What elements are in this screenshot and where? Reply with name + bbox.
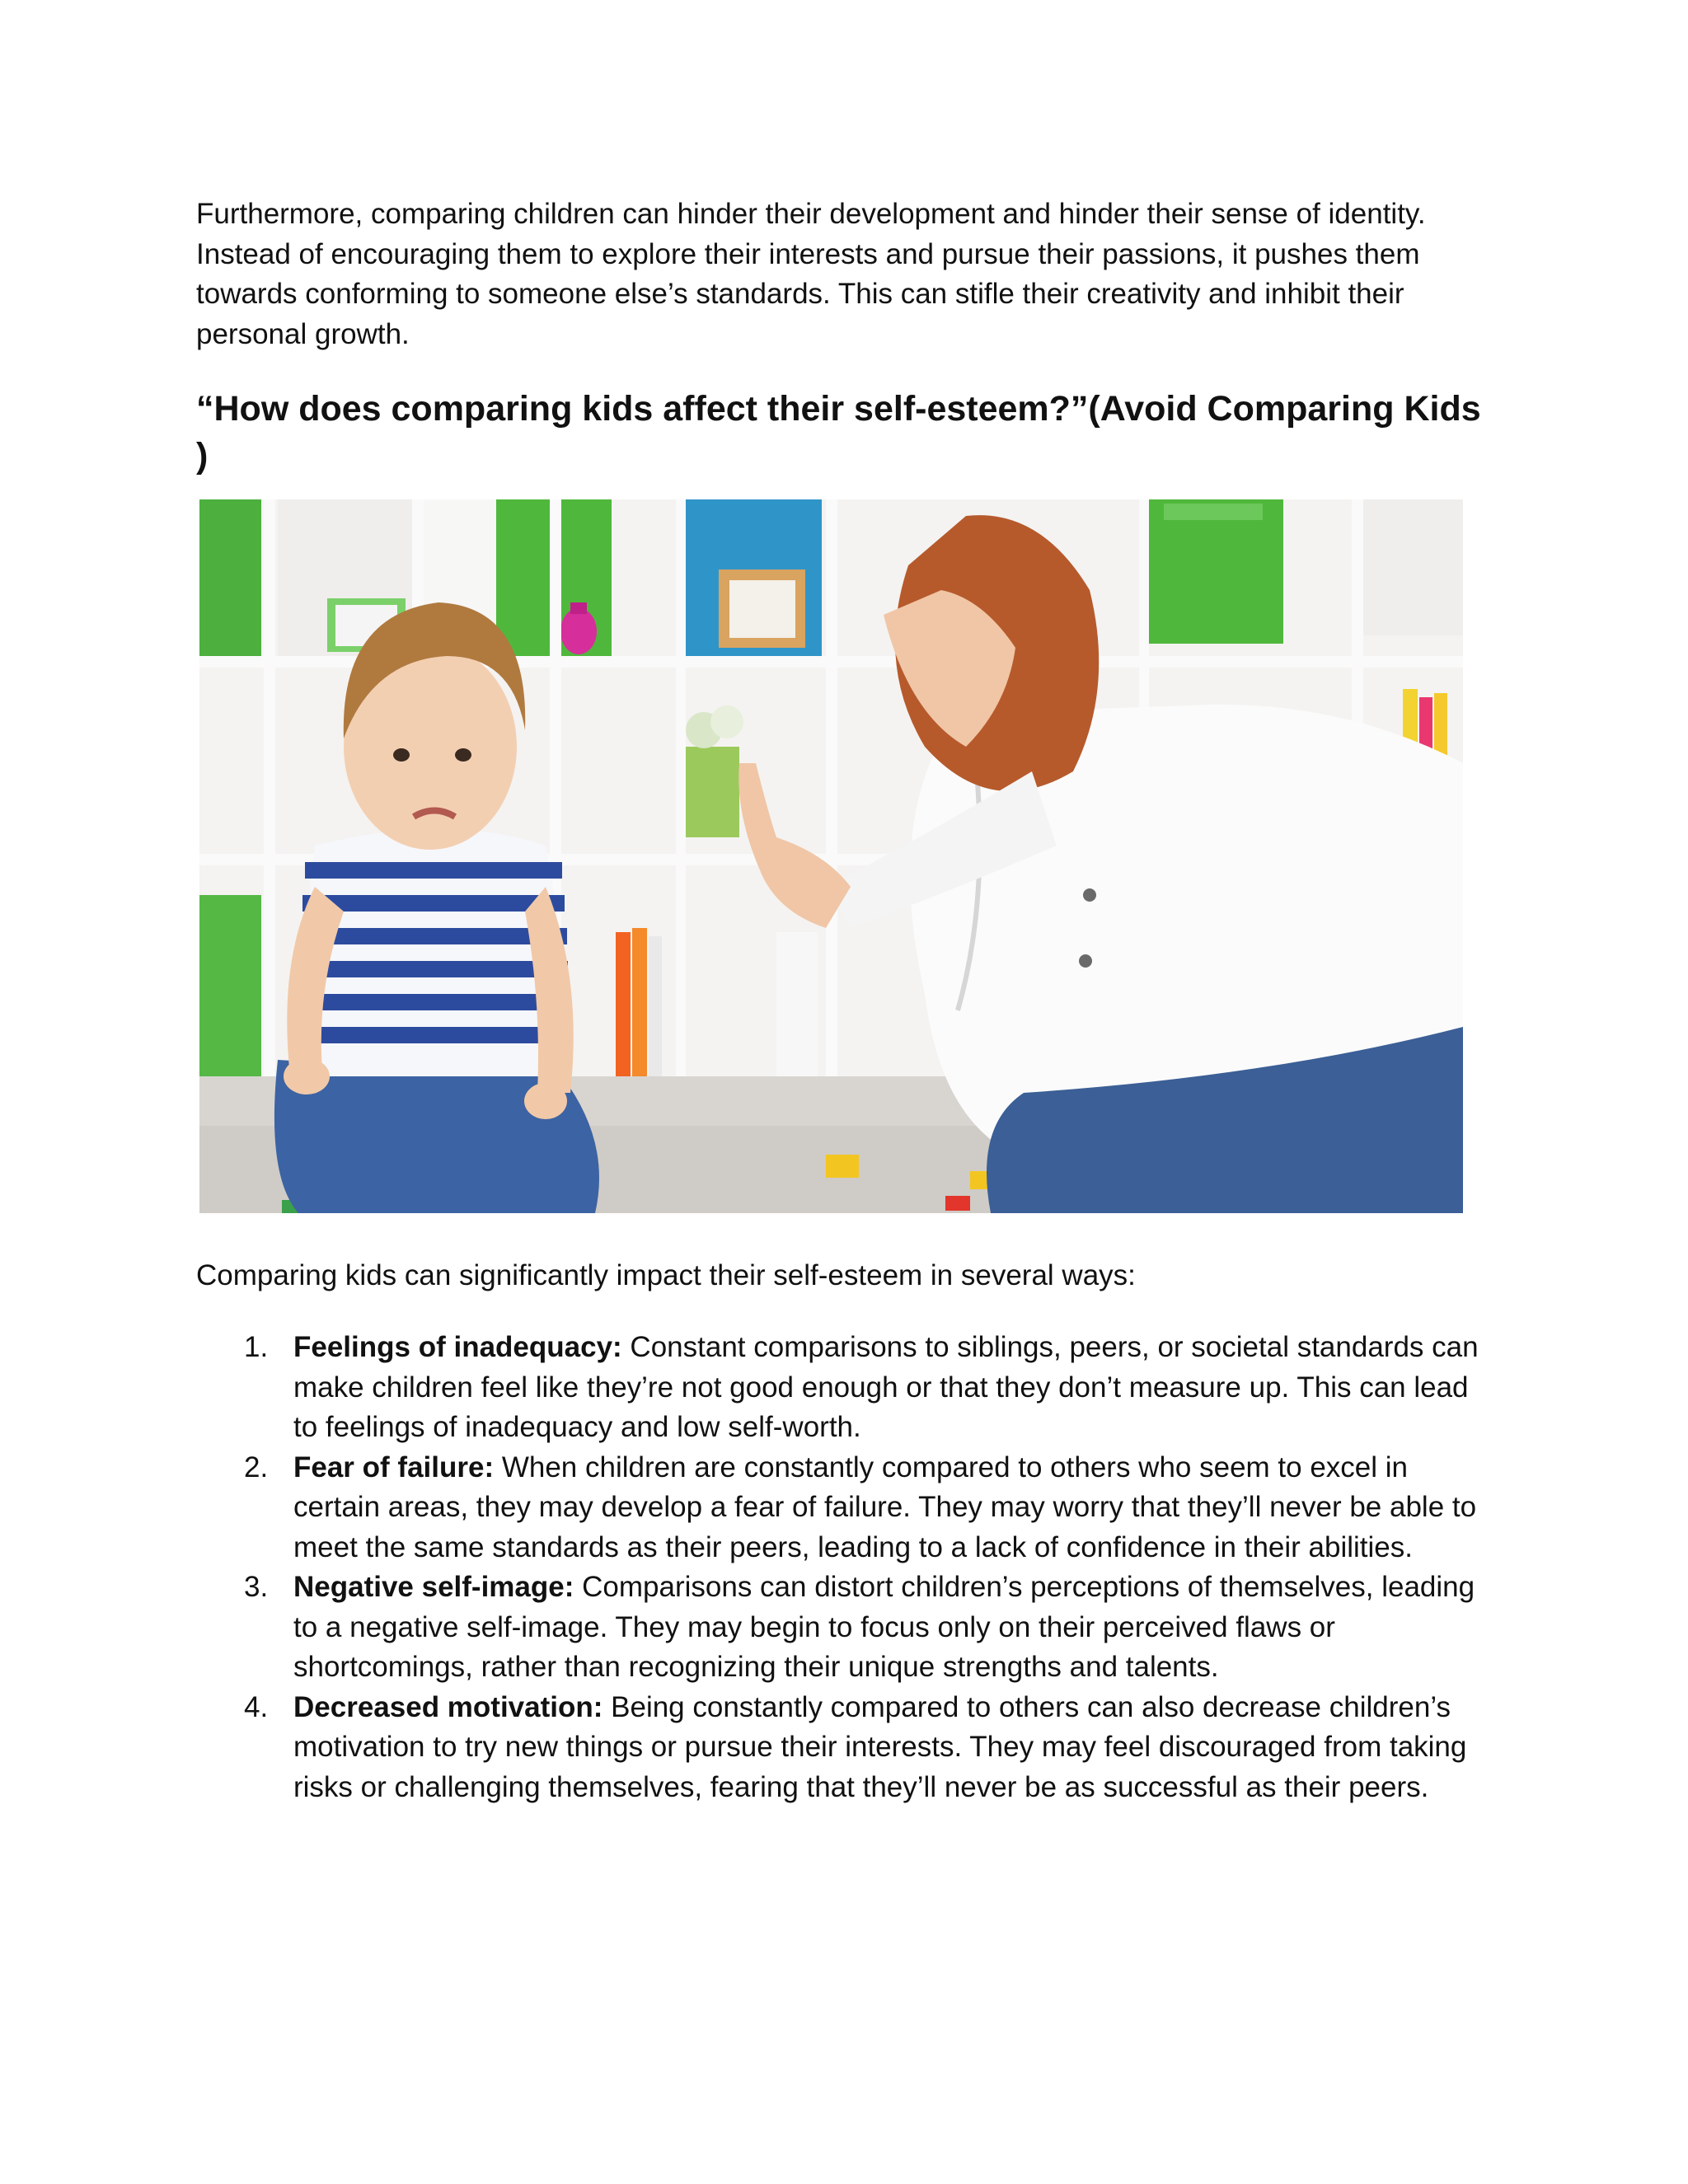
list-item-term: Fear of failure:: [293, 1451, 495, 1483]
list-item: [196, 1448, 1498, 1568]
list-item-term: Feelings of inadequacy:: [293, 1331, 622, 1363]
impact-list: [196, 1328, 1498, 1807]
photo-mother-scolding-child: [199, 499, 1463, 1213]
list-item: [196, 1328, 1498, 1448]
list-item: [196, 1688, 1498, 1808]
list-item-text: When children are constantly compared to others who seem to excel in certain areas, they may develop a fear of failure. They may worry that they’ll never be able to meet the same standards as their peers, leading to a lack of confidence in their abilities.: [293, 1451, 1477, 1563]
lead-paragraph: Comparing kids can significantly impact their self-esteem in several ways:: [196, 1259, 1136, 1291]
list-item-term: Negative self-image:: [293, 1571, 574, 1603]
list-item-text: Comparisons can distort children’s perceptions of themselves, leading to a negative self-image. They may begin to focus only on their perceived flaws or shortcomings, rather than recognizing their unique strengths and talents.: [293, 1571, 1475, 1683]
intro-paragraph: Furthermore, comparing children can hinder their development and hinder their sense of identity. Instead of encouraging them to explore their interests and pursue their passions, it pushes them towards conforming to someone else’s standards. This can stifle their creativity and inhibit their personal growth.: [196, 198, 1426, 350]
list-item-number: 2.: [244, 1451, 269, 1483]
list-item-number: 1.: [244, 1331, 269, 1363]
list-item-number: 4.: [244, 1690, 269, 1723]
section-heading: “How does comparing kids affect their self-esteem?”(Avoid Comparing Kids ): [196, 389, 1481, 476]
list-item: [196, 1568, 1498, 1688]
list-item-text: Constant comparisons to siblings, peers, or societal standards can make children feel like they’re not good enough or that they don’t measure up. This can lead to feelings of inadequacy and low self-worth.: [293, 1331, 1479, 1443]
list-item-term: Decreased motivation:: [293, 1690, 603, 1723]
list-item-number: 3.: [244, 1571, 269, 1603]
list-item-text: Being constantly compared to others can also decrease children’s motivation to try new things or pursue their interests. They may feel discouraged from taking risks or challenging themselves, fearing that they’ll never be as successful as their peers.: [293, 1690, 1467, 1803]
